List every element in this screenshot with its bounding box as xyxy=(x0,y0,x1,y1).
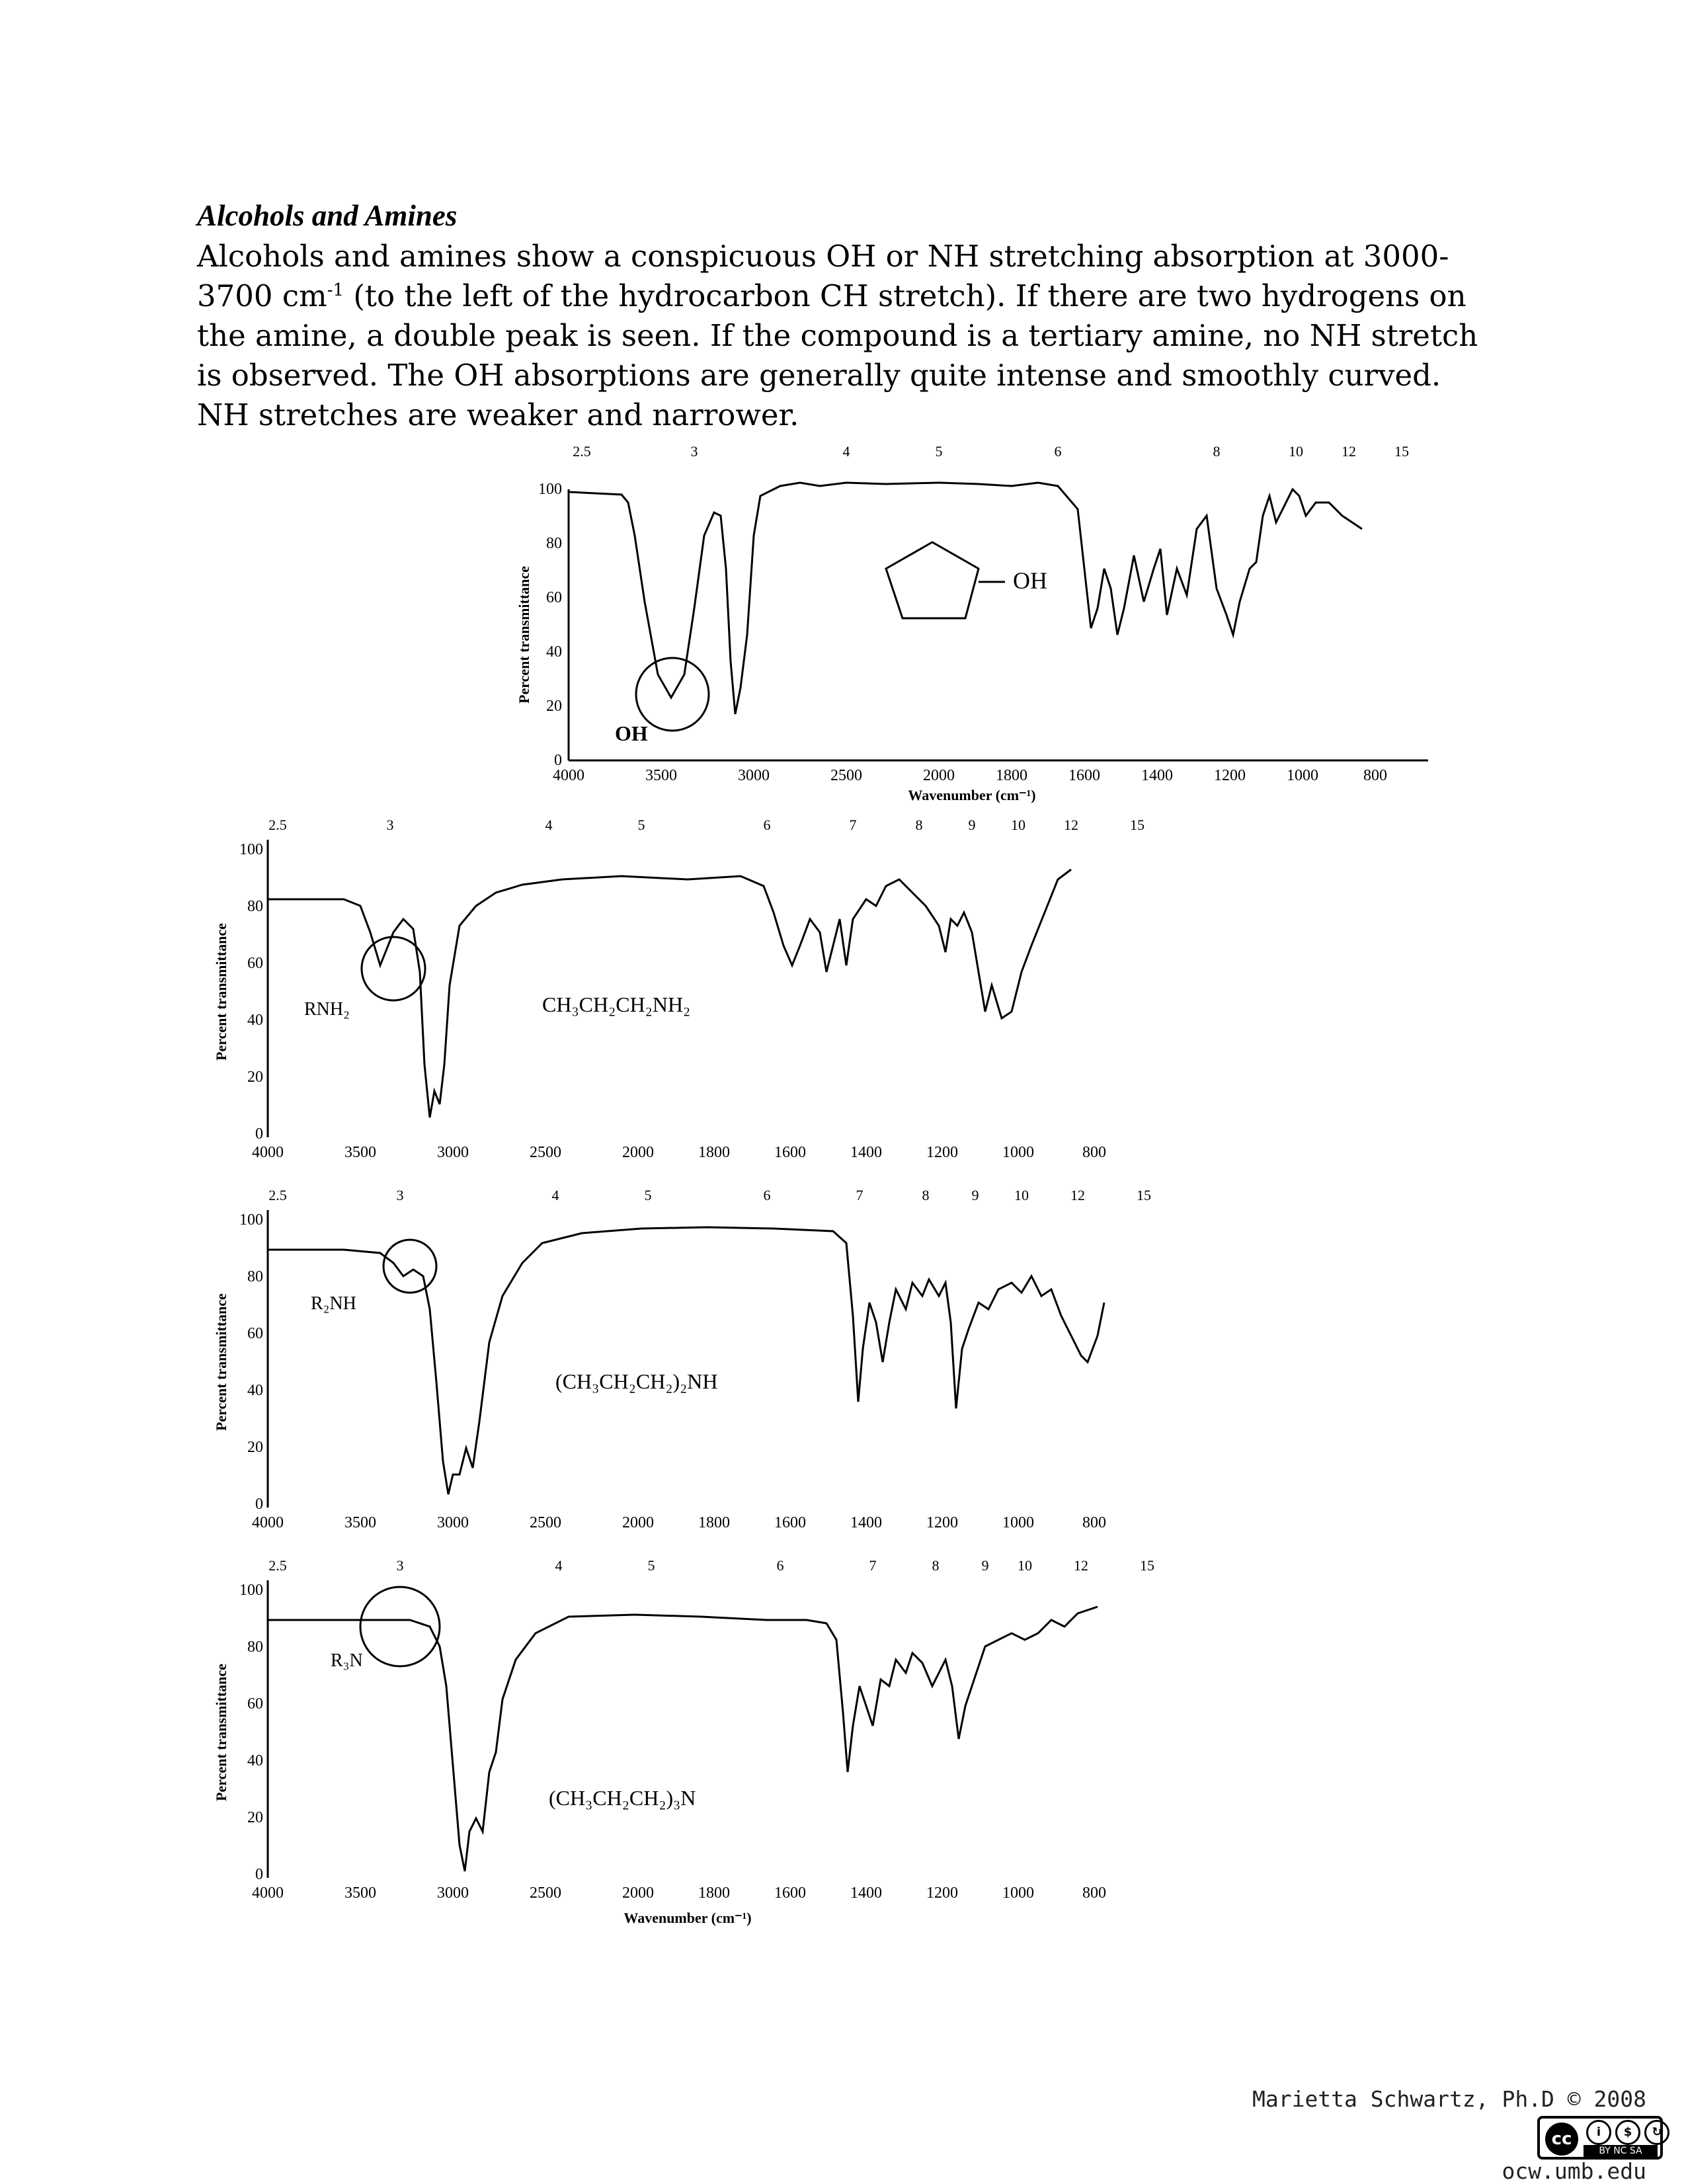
y-tick: 60 xyxy=(247,1695,263,1713)
x-tick: 2000 xyxy=(622,1144,654,1161)
y-tick: 40 xyxy=(247,1012,263,1029)
micron-tick: 15 xyxy=(1394,443,1409,460)
x-tick: 2500 xyxy=(530,1884,561,1902)
y-tick: 80 xyxy=(546,535,562,552)
by-icon: i xyxy=(1586,2120,1611,2145)
y-tick: 0 xyxy=(554,752,562,769)
y-tick: 40 xyxy=(247,1382,263,1399)
spectrum-svg xyxy=(212,813,1177,1170)
y-tick: 80 xyxy=(247,898,263,915)
y-axis-label: Percent transmittance xyxy=(213,1664,229,1801)
x-tick: 1800 xyxy=(996,767,1027,784)
section-heading: Alcohols and Amines xyxy=(197,199,458,232)
micron-tick: 10 xyxy=(1011,817,1025,833)
x-tick: 800 xyxy=(1363,767,1387,784)
y-tick: 20 xyxy=(247,1069,263,1086)
y-tick: 0 xyxy=(255,1125,263,1143)
x-tick: 4000 xyxy=(553,767,584,784)
x-tick: 1600 xyxy=(774,1514,806,1531)
micron-ticks xyxy=(268,1187,1151,1203)
r2nh-annotation: R₂NH xyxy=(311,1293,356,1314)
compound-label: (CH₃CH₂CH₂)₃N xyxy=(549,1786,696,1810)
y-tick: 80 xyxy=(247,1268,263,1285)
rnh2-annotation: RNH₂ xyxy=(304,999,350,1020)
ir-spectrum-propylamine xyxy=(212,813,1177,1170)
micron-tick: 3 xyxy=(396,1187,404,1203)
y-axis-label: Percent transmittance xyxy=(213,1293,229,1431)
y-tick: 20 xyxy=(546,698,562,715)
x-tick: 3000 xyxy=(738,767,770,784)
x-tick: 4000 xyxy=(252,1884,284,1902)
cc-license-badge[interactable] xyxy=(1537,2116,1663,2160)
micron-tick: 2.5 xyxy=(268,817,287,833)
micron-tick: 6 xyxy=(763,817,771,833)
micron-tick: 12 xyxy=(1342,443,1356,460)
y-tick: 40 xyxy=(546,643,562,661)
x-tick: 3000 xyxy=(437,1884,469,1902)
spectrum-svg xyxy=(516,436,1455,807)
micron-tick: 10 xyxy=(1014,1187,1029,1203)
micron-tick: 8 xyxy=(915,817,923,833)
x-tick: 3000 xyxy=(437,1514,469,1531)
x-tick: 1200 xyxy=(1214,767,1246,784)
y-tick: 20 xyxy=(247,1439,263,1456)
x-tick: 3000 xyxy=(437,1144,469,1161)
micron-tick: 8 xyxy=(1213,443,1221,460)
site-url[interactable]: ocw.umb.edu xyxy=(1502,2158,1646,2184)
x-tick: 1600 xyxy=(774,1144,806,1161)
micron-tick: 4 xyxy=(842,443,850,460)
micron-tick: 5 xyxy=(644,1187,652,1203)
x-tick: 3500 xyxy=(344,1144,376,1161)
x-tick: 1000 xyxy=(1287,767,1318,784)
y-tick: 60 xyxy=(247,1325,263,1342)
spectrum-svg xyxy=(212,1184,1177,1541)
x-tick: 1600 xyxy=(1068,767,1100,784)
micron-tick: 6 xyxy=(776,1557,784,1574)
cc-icon: cc xyxy=(1545,2123,1578,2156)
x-tick: 2500 xyxy=(530,1144,561,1161)
y-tick: 60 xyxy=(546,589,562,606)
micron-tick: 9 xyxy=(968,817,976,833)
y-tick: 40 xyxy=(247,1752,263,1769)
micron-tick: 8 xyxy=(922,1187,930,1203)
micron-tick: 4 xyxy=(551,1187,559,1203)
x-tick: 2000 xyxy=(923,767,955,784)
oh-annotation: OH xyxy=(615,721,648,745)
x-tick: 1200 xyxy=(926,1884,958,1902)
x-tick: 3500 xyxy=(344,1514,376,1531)
x-axis-label: Wavenumber (cm⁻¹) xyxy=(908,787,1036,803)
micron-tick: 15 xyxy=(1130,817,1144,833)
y-tick: 20 xyxy=(247,1809,263,1826)
x-tick: 1000 xyxy=(1002,1514,1034,1531)
micron-tick: 3 xyxy=(396,1557,404,1574)
x-tick: 1400 xyxy=(1141,767,1173,784)
micron-tick: 7 xyxy=(856,1187,863,1203)
micron-tick: 3 xyxy=(690,443,698,460)
cyclopentane-ring xyxy=(886,542,979,618)
compound-label: CH₃CH₂CH₂NH₂ xyxy=(542,992,691,1016)
body-paragraph xyxy=(197,237,1493,435)
x-tick: 3500 xyxy=(645,767,677,784)
molecule-oh-label: OH xyxy=(1013,567,1047,594)
micron-ticks xyxy=(268,1557,1154,1574)
micron-tick: 10 xyxy=(1018,1557,1032,1574)
micron-tick: 7 xyxy=(849,817,857,833)
micron-tick: 5 xyxy=(647,1557,655,1574)
x-ticks xyxy=(252,1884,1106,1902)
x-tick: 1000 xyxy=(1002,1884,1034,1902)
x-tick: 1200 xyxy=(926,1514,958,1531)
nh-stretch-circle xyxy=(362,937,425,1000)
x-tick: 4000 xyxy=(252,1514,284,1531)
micron-tick: 15 xyxy=(1140,1557,1154,1574)
x-tick: 1800 xyxy=(698,1514,730,1531)
paragraph-text-2: (to the left of the hydrocarbon CH stretch). If there are two hydrogens on the amine, a double peak is seen. If the compound is a tertiary amine, no NH stretch is observed. The OH absorptions are generally quite intense and smoothly curved. NH stretches are weaker and narrower. xyxy=(197,278,1478,432)
y-tick: 0 xyxy=(255,1496,263,1513)
micron-tick: 12 xyxy=(1074,1557,1088,1574)
y-tick: 0 xyxy=(255,1866,263,1883)
micron-tick: 6 xyxy=(1054,443,1062,460)
compound-label: (CH₃CH₂CH₂)₂NH xyxy=(555,1369,718,1393)
x-tick: 1400 xyxy=(850,1884,882,1902)
x-tick: 2500 xyxy=(530,1514,561,1531)
y-tick: 100 xyxy=(239,841,263,858)
spectrum-trace xyxy=(569,483,1362,714)
author-credit: Marietta Schwartz, Ph.D © 2008 xyxy=(1252,2086,1646,2112)
x-ticks xyxy=(553,767,1387,784)
micron-tick: 5 xyxy=(935,443,943,460)
micron-tick: 4 xyxy=(545,817,553,833)
micron-tick: 9 xyxy=(981,1557,989,1574)
x-tick: 800 xyxy=(1082,1514,1106,1531)
x-tick: 3500 xyxy=(344,1884,376,1902)
micron-ticks xyxy=(573,443,1409,460)
x-ticks xyxy=(252,1144,1106,1161)
ir-spectrum-dipropylamine xyxy=(212,1184,1177,1541)
micron-tick: 9 xyxy=(971,1187,979,1203)
y-tick: 100 xyxy=(239,1582,263,1599)
x-tick: 2500 xyxy=(830,767,862,784)
x-tick: 800 xyxy=(1082,1884,1106,1902)
micron-tick: 5 xyxy=(637,817,645,833)
license-icons xyxy=(1586,2120,1669,2145)
y-axis-label: Percent transmittance xyxy=(516,566,532,704)
ir-spectrum-cyclopentanol xyxy=(516,436,1455,807)
micron-tick: 2.5 xyxy=(268,1187,287,1203)
y-tick: 100 xyxy=(239,1211,263,1229)
micron-tick: 2.5 xyxy=(268,1557,287,1574)
x-tick: 1200 xyxy=(926,1144,958,1161)
y-ticks xyxy=(239,1582,263,1883)
paragraph-text-1: Alcohols and amines show a conspicuous OH or NH stretching absorption at 3000-3700 cm xyxy=(197,239,1449,313)
micron-tick: 6 xyxy=(763,1187,771,1203)
y-ticks xyxy=(239,1211,263,1513)
y-tick: 100 xyxy=(538,481,562,498)
y-tick: 80 xyxy=(247,1638,263,1656)
x-tick: 1800 xyxy=(698,1144,730,1161)
ir-spectrum-tripropylamine xyxy=(212,1554,1177,1937)
x-axis-label: Wavenumber (cm⁻¹) xyxy=(623,1910,752,1926)
spectrum-trace xyxy=(268,1227,1104,1494)
x-tick: 1800 xyxy=(698,1884,730,1902)
micron-tick: 15 xyxy=(1137,1187,1151,1203)
x-tick: 4000 xyxy=(252,1144,284,1161)
x-tick: 2000 xyxy=(622,1884,654,1902)
r3n-annotation: R₃N xyxy=(331,1650,363,1671)
y-tick: 60 xyxy=(247,955,263,972)
nh-stretch-circle xyxy=(383,1240,436,1293)
micron-ticks xyxy=(268,817,1144,833)
license-terms: BY NC SA xyxy=(1584,2145,1658,2157)
y-axis-label: Percent transmittance xyxy=(213,923,229,1061)
spectrum-trace xyxy=(268,1607,1098,1871)
sa-icon: ↻ xyxy=(1644,2120,1669,2145)
x-tick: 1400 xyxy=(850,1144,882,1161)
y-ticks xyxy=(538,481,562,769)
x-ticks xyxy=(252,1514,1106,1531)
x-tick: 800 xyxy=(1082,1144,1106,1161)
micron-tick: 12 xyxy=(1064,817,1078,833)
micron-tick: 4 xyxy=(555,1557,563,1574)
nc-icon: $ xyxy=(1615,2120,1640,2145)
x-tick: 1000 xyxy=(1002,1144,1034,1161)
micron-tick: 3 xyxy=(386,817,394,833)
paragraph-superscript: -1 xyxy=(327,280,344,300)
micron-tick: 10 xyxy=(1289,443,1303,460)
x-tick: 2000 xyxy=(622,1514,654,1531)
micron-tick: 12 xyxy=(1070,1187,1085,1203)
micron-tick: 8 xyxy=(932,1557,940,1574)
x-tick: 1400 xyxy=(850,1514,882,1531)
spectrum-svg xyxy=(212,1554,1177,1937)
y-ticks xyxy=(239,841,263,1143)
x-tick: 1600 xyxy=(774,1884,806,1902)
micron-tick: 7 xyxy=(869,1557,877,1574)
micron-tick: 2.5 xyxy=(573,443,591,460)
